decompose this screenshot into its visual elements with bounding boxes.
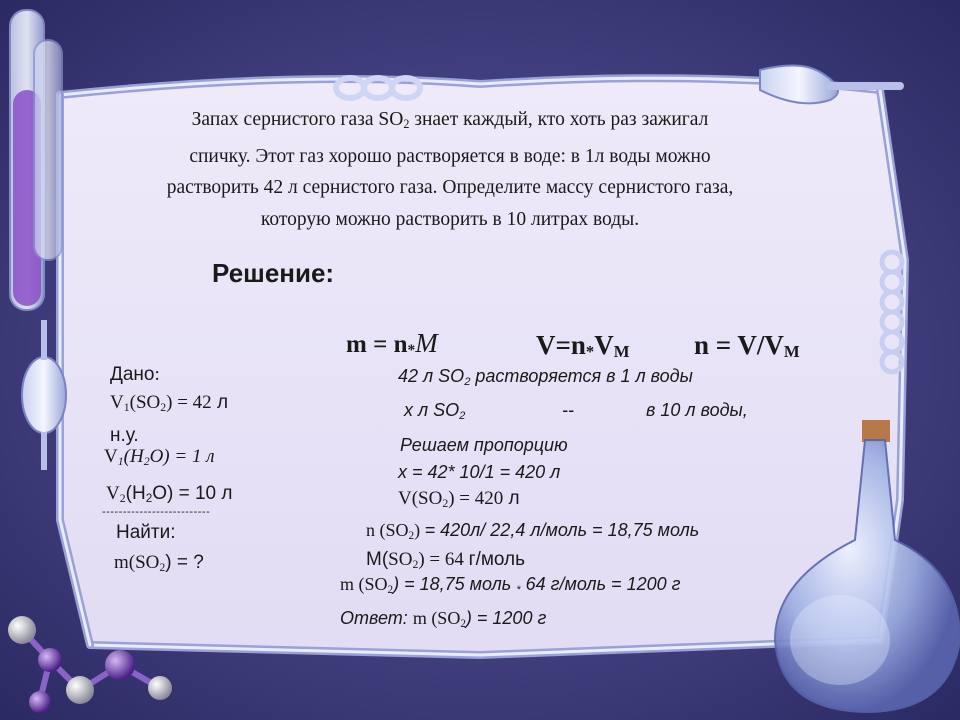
step-text: SO	[388, 549, 413, 570]
step-solve-proportion: Решаем пропорцию	[400, 435, 568, 455]
given-text: O) = 1 л	[149, 446, 215, 467]
given-text: O) = 10 л	[152, 483, 233, 504]
find-mass-so2	[114, 552, 204, 575]
answer-label: Ответ:	[340, 608, 413, 628]
problem-text: Запах сернистого газа	[191, 109, 379, 130]
step-proportion-2b: в 10 л воды,	[646, 400, 748, 420]
step-amount-so2	[366, 520, 699, 542]
formula-amount	[694, 330, 800, 362]
subscript: 2	[460, 618, 466, 630]
step-text: ) = 420	[448, 488, 504, 509]
given-divider: --------------------------	[102, 506, 211, 518]
solution-heading: Решение:	[212, 258, 335, 288]
step-text: растворяется в 1 л воды	[470, 366, 693, 386]
subscript: 2	[442, 497, 449, 510]
step-text: ) = 64	[418, 549, 469, 570]
step-unit: г/моль	[468, 549, 526, 570]
step-proportion-dash: --	[562, 400, 574, 420]
subscript: 2	[145, 492, 153, 505]
step-unit: л	[503, 488, 520, 509]
problem-line-1	[90, 104, 810, 141]
given-v2-h2o	[106, 483, 233, 506]
problem-line-2: спичку. Этот газ хорошо растворяется в воде: в 1л воды можно	[189, 145, 711, 167]
problem-line-3: растворить 42 л сернистого газа. Определите массу сернистого газа,	[166, 177, 734, 198]
given-unit: л	[211, 392, 229, 413]
subscript: 2	[464, 376, 471, 388]
subscript: 2	[408, 530, 415, 542]
given-text: (H	[123, 446, 144, 467]
subscript: *	[407, 342, 416, 359]
step-mass-calc	[340, 574, 681, 596]
step-proportion-1	[398, 366, 693, 388]
formula-text: n = V/V	[694, 330, 784, 360]
find-title: Найти:	[116, 522, 176, 543]
given-v1-so2	[110, 392, 228, 415]
subscript: 2	[119, 492, 126, 505]
subscript: 2	[159, 561, 166, 574]
given-text: V	[106, 483, 120, 504]
answer	[340, 608, 546, 630]
given-text: V	[104, 446, 118, 467]
formula-text: m = n	[346, 331, 408, 358]
subscript: 2	[143, 455, 150, 468]
given-title	[110, 364, 160, 386]
subscript: 2	[160, 401, 167, 414]
formula-so2: SO	[378, 109, 404, 130]
problem-statement	[90, 104, 810, 235]
formula-text: V	[594, 330, 614, 360]
formula-volume	[536, 330, 630, 362]
subscript: 2	[412, 558, 419, 571]
step-text: V(SO	[398, 488, 443, 509]
formula-mass	[346, 328, 438, 360]
step-text: = 420л/ 22,4 л/моль = 18,75 моль	[424, 520, 700, 540]
given-title-colon: :	[154, 364, 160, 385]
subscript: 2	[387, 584, 394, 596]
subscript: 1	[117, 455, 124, 468]
given-text: (H	[125, 483, 146, 504]
step-molar-mass	[366, 549, 525, 572]
given-text: V	[110, 392, 124, 413]
subscript: *	[585, 342, 595, 361]
step-text: )	[414, 520, 425, 540]
step-text: 64 г/моль = 1200 г	[520, 574, 681, 594]
step-text: ) = 18,75 моль	[393, 574, 517, 594]
subscript: *	[516, 584, 521, 596]
subscript: 1	[123, 401, 130, 414]
step-text: 42 л SO	[398, 366, 465, 386]
step-x-calc: х = 42* 10/1 = 420 л	[398, 462, 561, 482]
step-text: n (SO	[366, 520, 409, 540]
subscript: 2	[403, 117, 410, 131]
answer-text: ) = 1200 г	[465, 608, 547, 628]
step-proportion-2	[404, 400, 465, 422]
given-text: (SO	[129, 392, 161, 413]
subscript: M	[613, 342, 630, 361]
given-v1-h2o	[104, 446, 214, 469]
step-volume-so2	[398, 488, 520, 511]
given-normal-conditions: н.у.	[110, 425, 139, 446]
step-text: m (SO	[340, 574, 388, 594]
find-text: ) = ?	[165, 552, 204, 573]
problem-line-4: которую можно растворить в 10 литрах воды.	[260, 208, 640, 230]
step-text: M(	[366, 549, 389, 570]
subscript: M	[783, 342, 800, 361]
problem-text: знает каждый, кто хоть раз зажигал	[409, 109, 709, 130]
given-text: ) = 42	[166, 392, 212, 413]
given-title-text: Дано	[110, 364, 155, 385]
step-text: х л SO	[404, 400, 460, 420]
formula-text: M	[415, 328, 438, 358]
find-text: m(SO	[114, 552, 160, 573]
subscript: 2	[459, 410, 466, 422]
answer-text: m (SO	[412, 608, 461, 628]
formula-text: V=n	[536, 330, 586, 360]
